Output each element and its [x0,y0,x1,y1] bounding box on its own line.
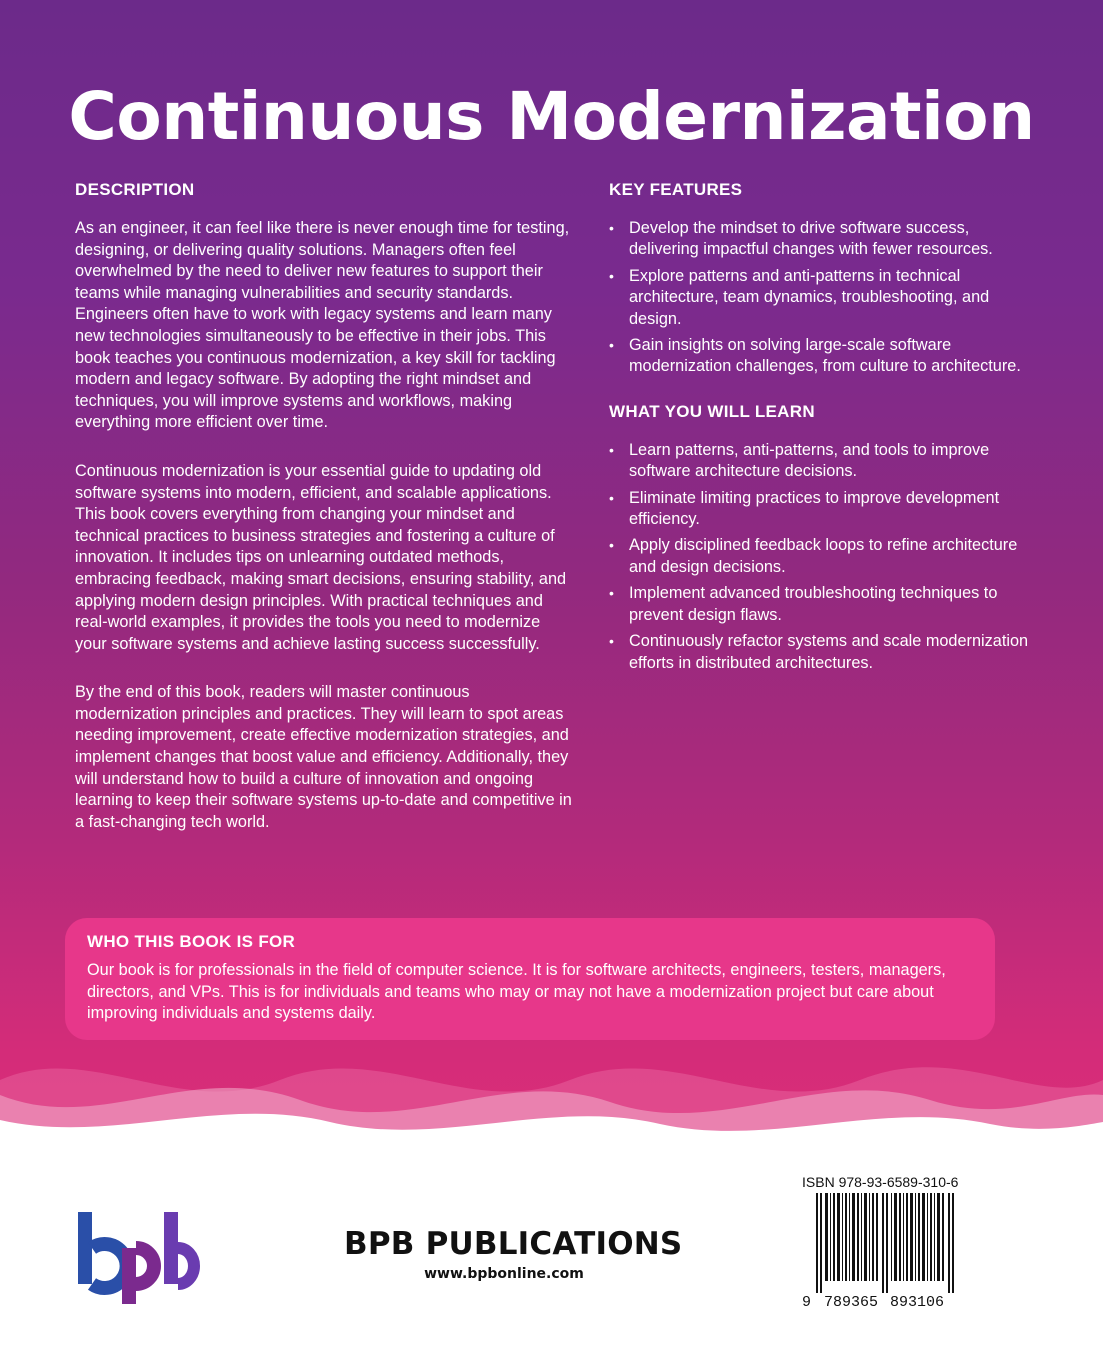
publisher-website: www.bpbonline.com [424,1266,584,1282]
barcode-lead-digit: 9 [802,1294,812,1311]
what-you-will-learn-heading: WHAT YOU WILL LEARN [609,401,815,421]
publisher-name: BPB PUBLICATIONS [344,1226,683,1262]
description-heading: DESCRIPTION [75,180,195,199]
description-section [75,180,575,860]
book-title: Continuous Modernization [68,78,1035,155]
description-paragraph: Continuous modernization is your essential guide to updating old software systems into modern, efficient, and scalable applications. This book covers everything from changing your mindset and technical practices to business strategies and fostering a culture of innovation. It includes tips on unlearning outdated methods, embracing feedback, making smart decisions, ensuring stability, and applying modern design principles. With practical techniques and real-world examples, it provides the tools you need to modernize your software systems and achieve lasting success successfully. [75,461,567,653]
list-item: • Continuously refactor systems and scale modernization efforts in distributed architectures. [609,631,1029,674]
who-this-book-is-for-text: Our book is for professionals in the field of computer science. It is for software architects, engineers, testers, managers, directors, and VPs. This is for individuals and teams who may or may not have a modernization project but care about improving individuals and systems daily. [87,961,946,1023]
wave-decoration [0,1040,1103,1180]
list-item: • Develop the mindset to drive software success, delivering impactful changes with fewer resources. [609,218,1029,261]
who-this-book-is-for-box [65,918,995,1040]
features-column [609,180,1029,679]
list-item: • Explore patterns and anti-patterns in technical architecture, team dynamics, troubleshooting, and design. [609,266,1029,330]
list-item: • Gain insights on solving large-scale software modernization challenges, from culture to architecture. [609,335,1029,378]
who-this-book-is-for-heading: WHO THIS BOOK IS FOR [87,932,296,951]
list-item: • Implement advanced troubleshooting techniques to prevent design flaws. [609,583,1029,626]
isbn-label: ISBN 978-93-6589-310-6 [802,1174,959,1190]
bpb-logo [78,1212,200,1304]
description-paragraph: By the end of this book, readers will master continuous modernization principles and practices. They will learn to spot areas needing improvement, create effective modernization strategies, and implement changes that boost value and efficiency. Additionally, they will understand how to build a culture of innovation and ongoing learning to keep their software systems up-to-date and competitive in a fast-changing tech world. [75,683,572,831]
key-features-heading: KEY FEATURES [609,180,743,199]
list-item: • Eliminate limiting practices to improve development efficiency. [609,488,1029,531]
barcode-left-digits: 789365 [824,1294,879,1311]
isbn-barcode [800,1193,972,1293]
barcode-right-digits: 893106 [890,1294,945,1311]
list-item: • Apply disciplined feedback loops to refine architecture and design decisions. [609,535,1029,578]
key-features-list [609,218,1029,378]
description-paragraph: As an engineer, it can feel like there is never enough time for testing, designing, or delivering quality solutions. Managers often feel overwhelmed by the need to deliver new features to support their teams while managing vulnerabilities and security standards. Engineers often have to work with legacy systems and learn many new technologies simultaneously to be effective in their jobs. This book teaches you continuous modernization, a key skill for tackling modern and legacy software. By adopting the right mindset and techniques, you will improve systems and workflows, making everything more efficient over time. [75,219,570,432]
what-you-will-learn-list [609,440,1029,674]
isbn-barcode-digits [800,1294,972,1312]
list-item: • Learn patterns, anti-patterns, and tools to improve software architecture decisions. [609,440,1029,483]
